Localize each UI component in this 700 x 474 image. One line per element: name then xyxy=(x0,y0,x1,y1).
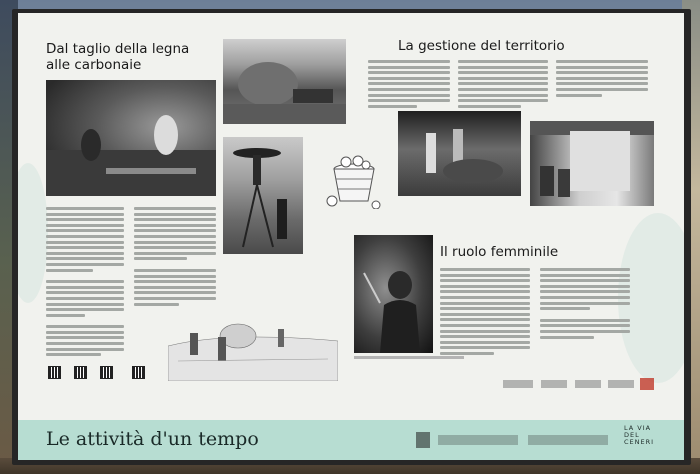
section3-text-col2 xyxy=(540,268,630,341)
section-title-women-role: Il ruolo femminile xyxy=(440,244,559,260)
footer-band xyxy=(18,420,684,460)
information-sign-panel xyxy=(18,13,684,460)
footer-info-block xyxy=(438,435,518,445)
sponsor-logo xyxy=(541,380,567,388)
sponsor-logo xyxy=(503,380,533,388)
section-title-wood-cutting: Dal taglio della legna alle carbonaie xyxy=(46,41,190,73)
photo-farm-workers xyxy=(398,111,521,196)
section1-text-col2 xyxy=(134,207,216,308)
section-title-territory: La gestione del territorio xyxy=(398,38,565,54)
photo-charcoal-kiln xyxy=(223,39,346,124)
sponsor-logo xyxy=(608,380,634,388)
photo-woodcutters xyxy=(46,80,216,196)
photo-woman-spinning xyxy=(354,235,433,353)
basket-illustration xyxy=(326,149,382,209)
qr-code[interactable] xyxy=(100,366,113,379)
photo-village-house xyxy=(530,121,654,206)
photo-lamp-device xyxy=(223,137,303,254)
sponsor-logo xyxy=(640,378,654,390)
qr-code[interactable] xyxy=(74,366,87,379)
section2-text-col2 xyxy=(458,60,548,110)
footer-info-block xyxy=(528,435,608,445)
sponsor-logo xyxy=(575,380,601,388)
section2-text-col3 xyxy=(556,60,648,99)
via-del-ceneri-logo: LA VIA DEL CENERI xyxy=(624,424,655,446)
section3-text-col1 xyxy=(440,268,530,358)
footer-info-block xyxy=(416,432,430,448)
qr-code[interactable] xyxy=(48,366,61,379)
section1-text-col1 xyxy=(46,207,124,359)
qr-code[interactable] xyxy=(132,366,145,379)
section2-text-col1 xyxy=(368,60,450,110)
sketch-haymaking xyxy=(168,301,338,381)
footer-title: Le attività d'un tempo xyxy=(46,428,259,450)
decorative-leaf xyxy=(18,163,48,303)
